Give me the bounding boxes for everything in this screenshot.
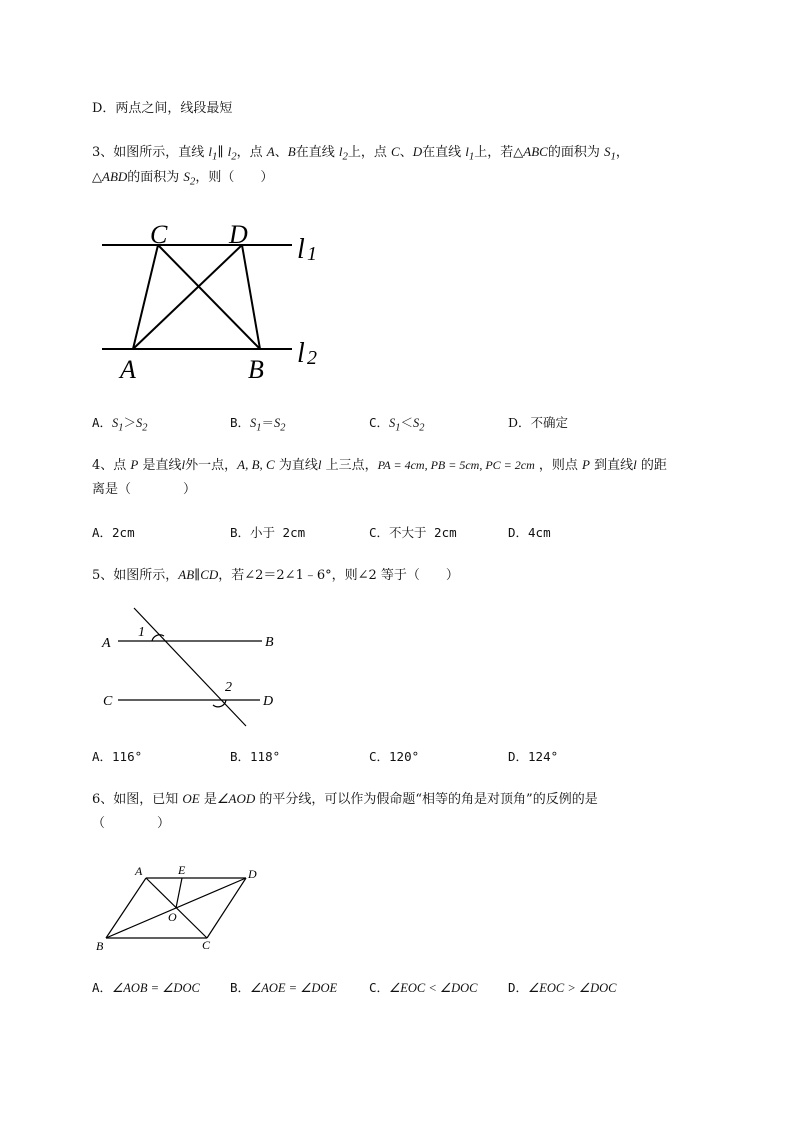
q5-label-d: D — [263, 694, 274, 709]
q3-stem-line2: △ABD的面积为 $S_2$，则（ ） — [92, 169, 274, 188]
q3-figure — [96, 218, 336, 388]
q5-label-a: A — [102, 636, 111, 651]
q3-label-l1-sub: 1 — [307, 243, 317, 265]
q5-option-d[interactable]: D．124° — [508, 749, 559, 764]
q3-segment-ac — [133, 245, 158, 349]
q6-label-e: E — [178, 863, 186, 877]
q6-ray-oe — [176, 878, 182, 908]
q5-option-c[interactable]: C．120° — [369, 749, 420, 764]
q6-option-a[interactable]: A．∠AOB = ∠DOC — [92, 980, 200, 995]
q3-option-d[interactable]: D．不确定 — [508, 415, 569, 430]
q3-label-d: D — [229, 220, 248, 249]
q5-label-b: B — [265, 635, 274, 650]
q6-label-c: C — [202, 938, 211, 952]
q6-label-d: D — [248, 867, 257, 881]
q4-option-a[interactable]: A．2cm — [92, 525, 135, 540]
q5-label-c: C — [103, 694, 113, 709]
q3-stem-line1: 3、如图所示，直线 $l_1\parallel$ $l_2$，点 A、B在直线 $l_2$上，点 C、D在直线 $l_1$上，若△ABC的面积为 $S_1$， — [92, 144, 629, 163]
q6-option-b[interactable]: B．∠AOE = ∠DOE — [230, 980, 338, 995]
q6-label-b: B — [96, 939, 104, 953]
q3-label-l2: l — [297, 338, 305, 369]
q6-figure — [94, 860, 274, 960]
q4-stem-line2: 离是（ ） — [92, 482, 197, 497]
q3-option-a[interactable]: A．$S_1>S_2$ — [92, 415, 148, 434]
q2-option-d: D．两点之间，线段最短 — [92, 101, 233, 116]
q6-option-d[interactable]: D．∠EOC > ∠DOC — [508, 980, 617, 995]
q3-label-c: C — [150, 220, 168, 249]
q3-option-c[interactable]: C．$S_1<S_2$ — [369, 415, 425, 434]
q3-segment-ad — [133, 245, 242, 349]
q4-stem-line1: 4、点 P 是直线l外一点，A, B, C 为直线l 上三点，PA = 4cm, PB = 5cm, PC = 2cm ，则点 P 到直线l 的距 — [92, 457, 667, 473]
q5-label-1: 1 — [138, 625, 145, 640]
q4-option-b[interactable]: B．小于 2cm — [230, 525, 306, 540]
q6-option-c[interactable]: C．∠EOC < ∠DOC — [369, 980, 478, 995]
q4-option-c[interactable]: C．不大于 2cm — [369, 525, 457, 540]
q5-angle2-arc — [213, 700, 226, 707]
q3-label-l1: l — [297, 234, 305, 265]
q5-option-a[interactable]: A．116° — [92, 749, 143, 764]
q3-label-a: A — [120, 355, 136, 384]
q3-label-b: B — [248, 355, 264, 384]
q6-stem-line2: （ ） — [92, 816, 171, 831]
q5-stem: 5、如图所示，AB∥CD，若∠2＝2∠1﹣6°，则∠2 等于（ ） — [92, 567, 459, 583]
q4-option-d[interactable]: D．4cm — [508, 525, 551, 540]
q5-figure — [98, 605, 298, 735]
q5-transversal — [134, 608, 246, 726]
q3-option-b[interactable]: B．$S_1=S_2$ — [230, 415, 286, 434]
q3-label-l2-sub: 2 — [307, 347, 317, 369]
q5-label-2: 2 — [225, 680, 232, 695]
q6-label-a: A — [135, 864, 143, 878]
q5-option-b[interactable]: B．118° — [230, 749, 281, 764]
q6-stem-line1: 6、如图，已知 OE 是∠AOD 的平分线，可以作为假命题“相等的角是对顶角”的反例的是 — [92, 791, 598, 807]
q6-label-o: O — [168, 910, 177, 924]
